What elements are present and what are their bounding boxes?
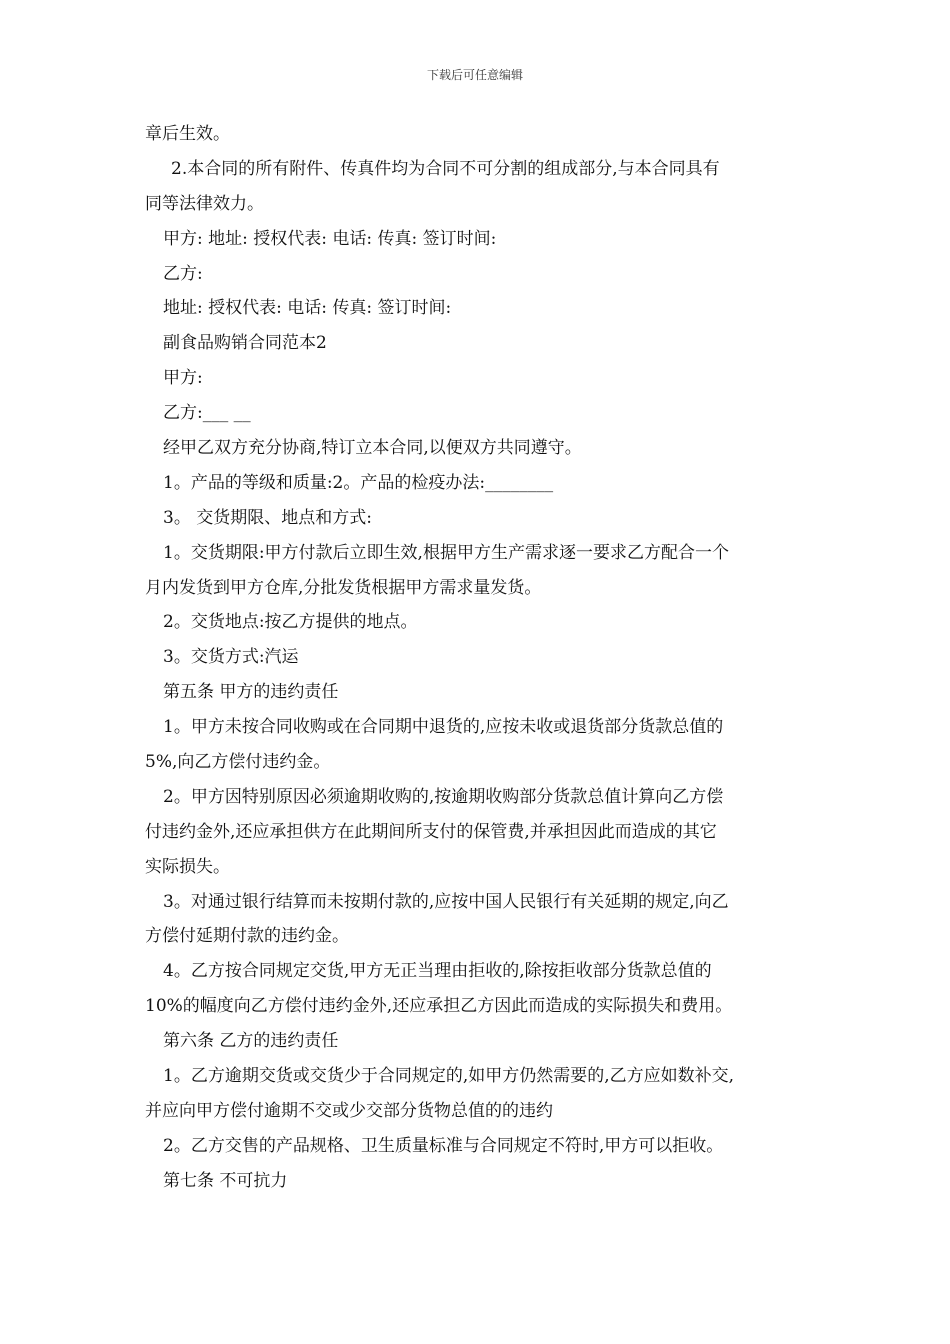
text-line: 3。交货方式:汽运 [163, 647, 299, 668]
text-line: 3。对通过银行结算而未按期付款的,应按中国人民银行有关延期的规定,向乙 [163, 891, 729, 912]
text-line: 月内发货到甲方仓库,分批发货根据甲方需求量发货。 [145, 577, 542, 598]
text-line: 1。交货期限:甲方付款后立即生效,根据甲方生产需求逐一要求乙方配合一个 [163, 542, 729, 563]
text-line: 4。乙方按合同规定交货,甲方无正当理由拒收的,除按拒收部分货款总值的 [163, 961, 712, 982]
text-line: 副食品购销合同范本2 [163, 333, 327, 354]
text-line: 方偿付延期付款的违约金。 [145, 926, 349, 947]
text-line: 地址: 授权代表: 电话: 传真: 签订时间: [163, 298, 452, 319]
text-line: 2。甲方因特别原因必须逾期收购的,按逾期收购部分货款总值计算向乙方偿 [163, 786, 724, 807]
text-line: 甲方: 地址: 授权代表: 电话: 传真: 签订时间: [163, 228, 497, 249]
text-line: 1。产品的等级和质量:2。产品的检疫办法:________ [163, 472, 554, 493]
text-line: 同等法律效力。 [145, 193, 264, 214]
text-line: 2.本合同的所有附件、传真件均为合同不可分割的组成部分,与本合同具有 [171, 158, 720, 179]
text-line: 章后生效。 [145, 124, 230, 144]
text-line: 并应向甲方偿付逾期不交或少交部分货物总值的的违约 [145, 1100, 553, 1121]
text-line: 实际损失。 [145, 856, 230, 877]
text-line: 3。 交货期限、地点和方式: [163, 507, 372, 528]
text-line: 甲方: [163, 368, 203, 389]
text-line: 5%,向乙方偿付违约金。 [145, 752, 331, 773]
text-line: 1。甲方未按合同收购或在合同期中退货的,应按未收或退货部分货款总值的 [163, 717, 724, 738]
page-header: 下载后可任意编辑 [426, 68, 523, 82]
document-body [145, 117, 815, 1199]
text-line: 第七条 不可抗力 [163, 1170, 288, 1191]
text-line: 付违约金外,还应承担供方在此期间所支付的保管费,并承担因此而造成的其它 [145, 821, 717, 842]
text-line: 第六条 乙方的违约责任 [163, 1031, 339, 1052]
text-line: 乙方:___ __ [163, 403, 251, 424]
text-line: 2。交货地点:按乙方提供的地点。 [163, 612, 418, 633]
text-line: 经甲乙双方充分协商,特订立本合同,以便双方共同遵守。 [163, 438, 582, 459]
text-line: 1。乙方逾期交货或交货少于合同规定的,如甲方仍然需要的,乙方应如数补交, [163, 1066, 735, 1087]
text-line: 第五条 甲方的违约责任 [163, 682, 339, 703]
text-line: 2。乙方交售的产品规格、卫生质量标准与合同规定不符时,甲方可以拒收。 [163, 1135, 724, 1156]
text-line: 乙方: [163, 263, 203, 284]
text-line: 10%的幅度向乙方偿付违约金外,还应承担乙方因此而造成的实际损失和费用。 [145, 996, 733, 1017]
